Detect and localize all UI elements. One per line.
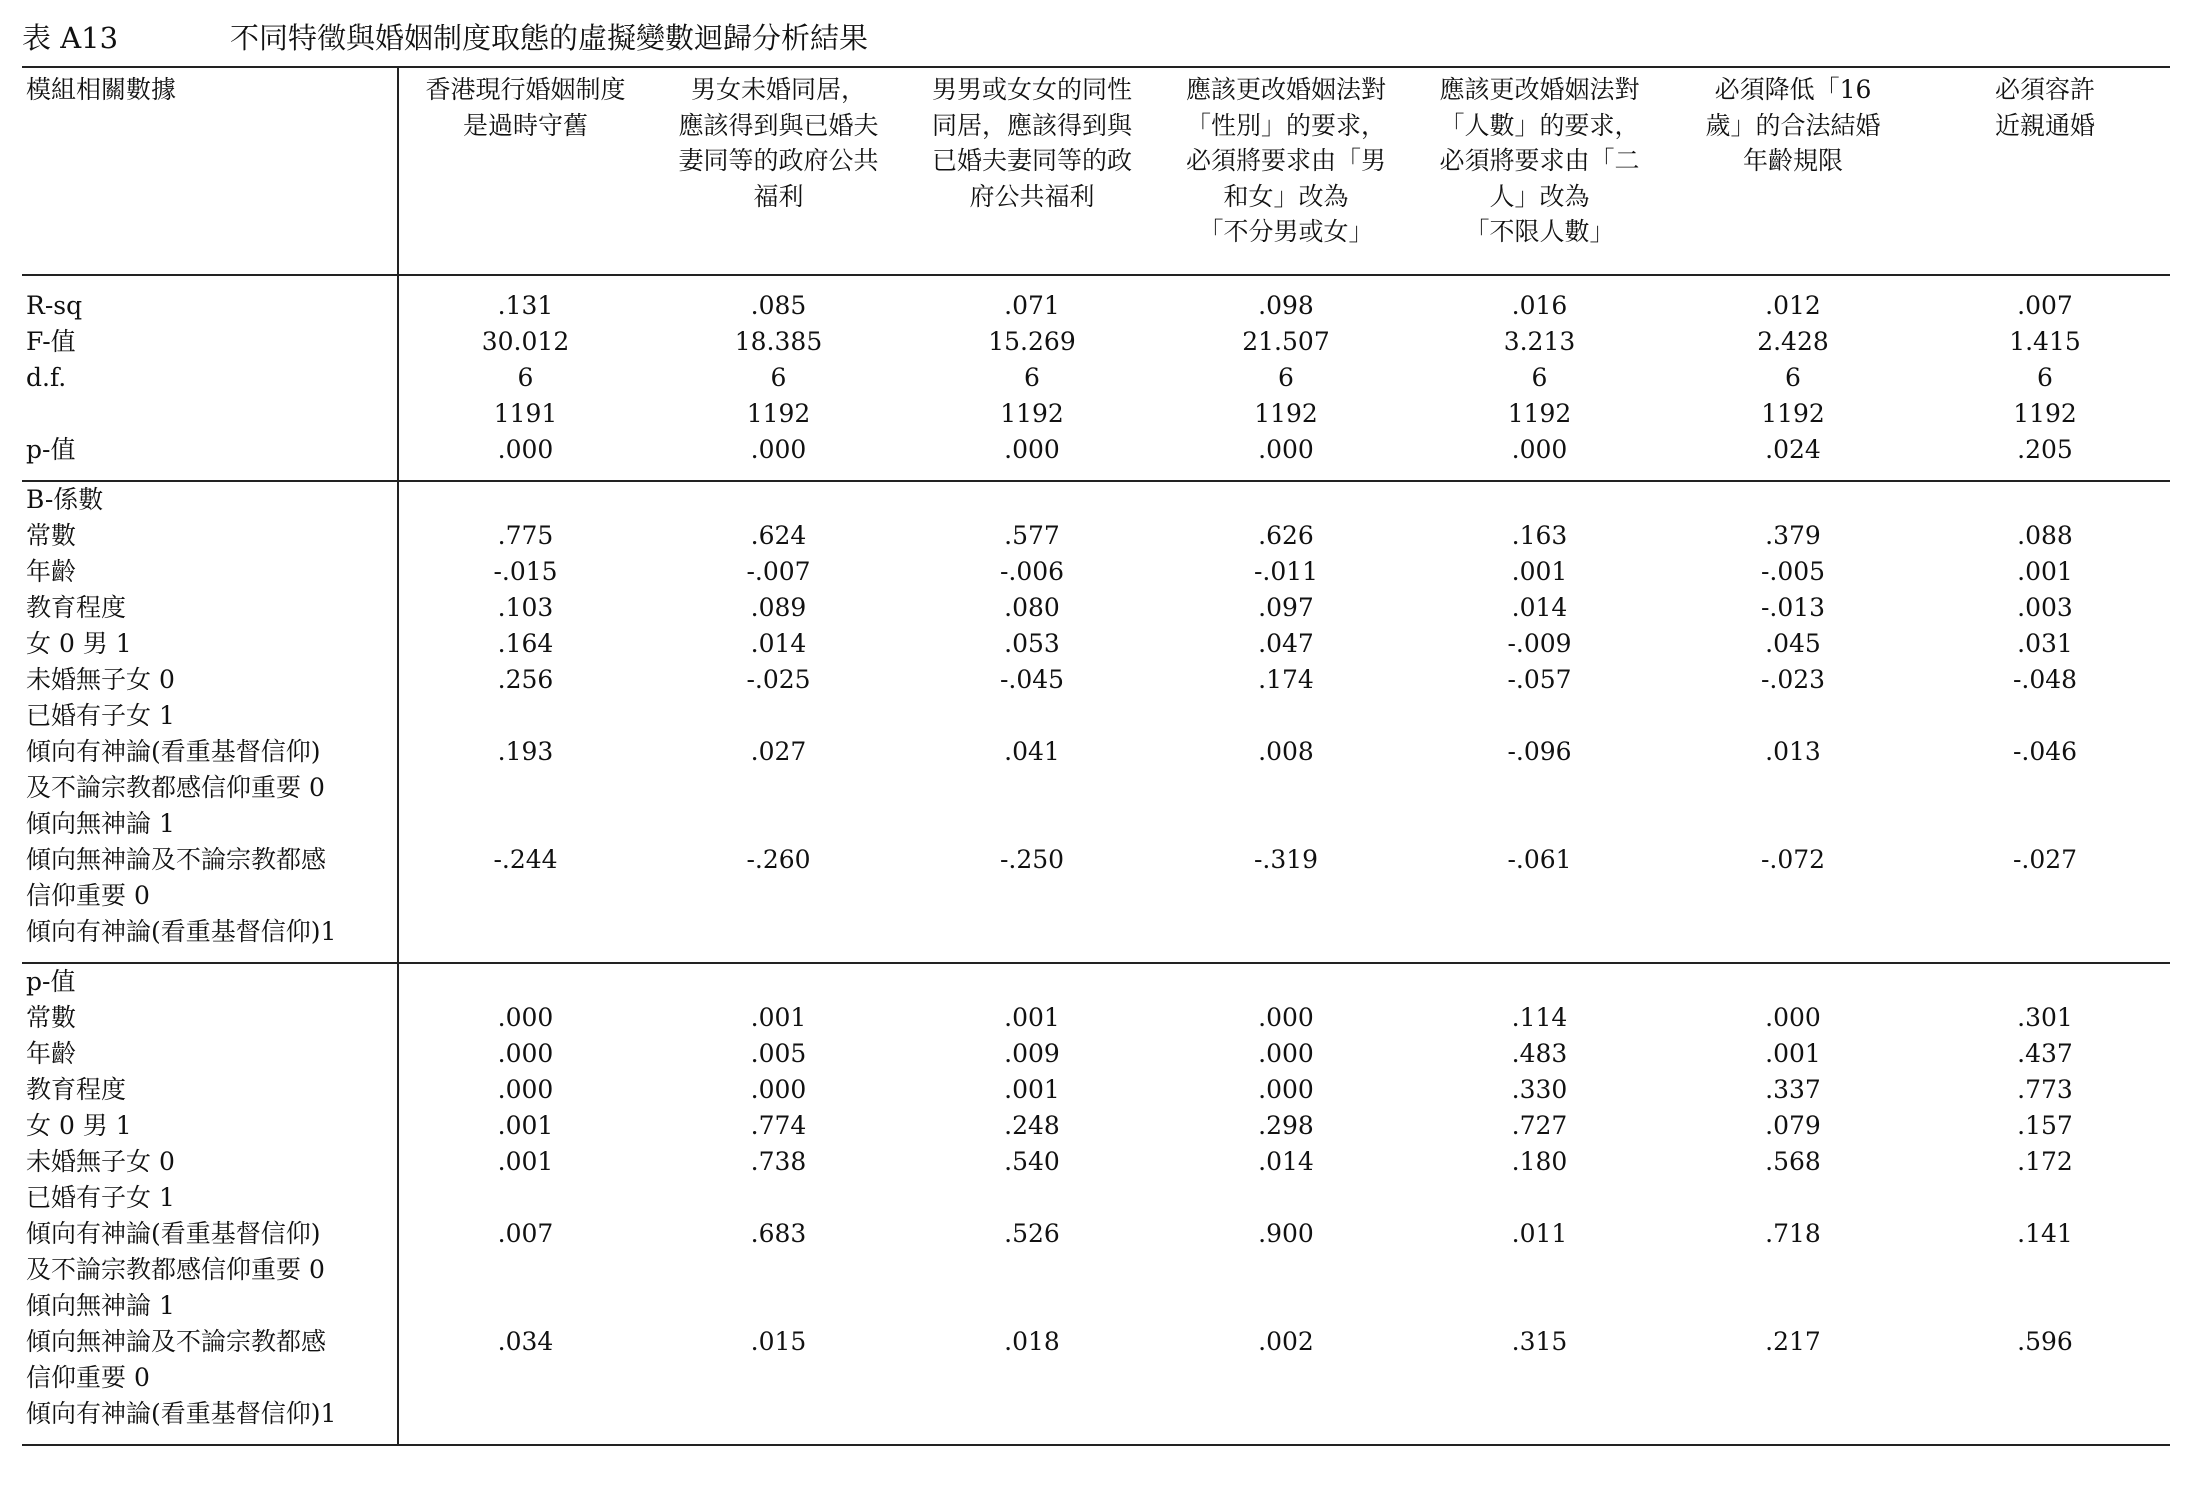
value-cell: .483 (1511, 1039, 1568, 1068)
value-cell: .141 (2017, 1219, 2073, 1248)
value-cell: -.048 (2012, 665, 2078, 694)
table-title (22, 18, 868, 58)
value-cell: .041 (1004, 737, 1060, 766)
row-label: F-值 (22, 324, 398, 360)
table-row (22, 396, 2170, 432)
empty-cell (1413, 963, 1666, 1000)
value-cell: .624 (750, 521, 807, 550)
value-cell: .097 (1258, 593, 1314, 622)
empty-cell (905, 963, 1159, 1000)
value-cell: .027 (750, 737, 807, 766)
value-cell: .577 (1004, 521, 1060, 550)
value-cell: .683 (750, 1219, 807, 1248)
value-cell: -.061 (1507, 845, 1572, 874)
value-cell: .000 (1258, 1003, 1314, 1032)
value-cell: -.006 (999, 557, 1065, 586)
col-header-outdated: 香港現行婚姻制度 是過時守舊 (398, 67, 652, 275)
value-cell: -.023 (1760, 665, 1826, 694)
value-cell: .080 (1004, 593, 1060, 622)
value-cell: .011 (1511, 1219, 1568, 1248)
value-cell: .047 (1258, 629, 1314, 658)
value-cell: .014 (750, 629, 807, 658)
value-cell: .103 (497, 593, 554, 622)
value-cell: -.027 (2012, 845, 2078, 874)
row-label: d.f. (22, 360, 398, 396)
value-cell: .009 (1004, 1039, 1060, 1068)
regression-table (22, 66, 2170, 1446)
col-header-kin-marriage: 必須容許 近親通婚 (1920, 67, 2170, 275)
value-cell: .114 (1511, 1003, 1568, 1032)
value-cell: .526 (1004, 1219, 1060, 1248)
table-row (22, 288, 2170, 324)
table-row (22, 626, 2170, 662)
value-cell: 6 (1278, 363, 1294, 392)
empty-cell (1920, 963, 2170, 1000)
value-cell: -.013 (1760, 593, 1826, 622)
empty-cell (652, 963, 905, 1000)
value-cell: .164 (497, 629, 554, 658)
value-cell: .337 (1765, 1075, 1821, 1104)
table-row (22, 1108, 2170, 1144)
row-label: 傾向無神論及不論宗教都感 信仰重要 0 傾向有神論(看重基督信仰)1 (22, 1324, 398, 1432)
table-row (22, 590, 2170, 626)
value-cell: -.007 (746, 557, 811, 586)
value-cell: .379 (1765, 521, 1821, 550)
row-label: 傾向無神論及不論宗教都感 信仰重要 0 傾向有神論(看重基督信仰)1 (22, 842, 398, 950)
row-label: 教育程度 (22, 590, 398, 626)
value-cell: .205 (2017, 435, 2073, 464)
value-cell: -.260 (746, 845, 811, 874)
value-cell: 1192 (1507, 399, 1572, 428)
value-cell: .773 (2017, 1075, 2073, 1104)
value-cell: .005 (750, 1039, 807, 1068)
value-cell: -.005 (1760, 557, 1826, 586)
value-cell: 1192 (1254, 399, 1318, 428)
value-cell: .157 (2017, 1111, 2073, 1140)
col-header-cohabit-benefits: 男女未婚同居， 應該得到與已婚夫 妻同等的政府公共 福利 (652, 67, 905, 275)
value-cell: .315 (1511, 1327, 1568, 1356)
value-cell: 1192 (746, 399, 811, 428)
table-row (22, 734, 2170, 842)
value-cell: .001 (497, 1111, 554, 1140)
col-header-number-law: 應該更改婚姻法對 「人數」的要求， 必須將要求由「二 人」改為 「不限人數」 (1413, 67, 1666, 275)
value-cell: 30.012 (481, 327, 570, 356)
value-cell: .012 (1765, 291, 1821, 320)
row-label: 未婚無子女 0 已婚有子女 1 (22, 662, 398, 734)
value-cell: .089 (750, 593, 807, 622)
value-cell: .248 (1004, 1111, 1060, 1140)
section-heading: B-係數 (22, 481, 398, 518)
table-row (22, 360, 2170, 396)
col-header-age-limit: 必須降低「16 歲」的合法結婚 年齡規限 (1666, 67, 1920, 275)
value-cell: -.011 (1253, 557, 1319, 586)
row-label: 年齡 (22, 554, 398, 590)
row-label: 女 0 男 1 (22, 1108, 398, 1144)
row-label: 未婚無子女 0 已婚有子女 1 (22, 1144, 398, 1216)
value-cell: .003 (2017, 593, 2073, 622)
value-cell: .131 (497, 291, 554, 320)
value-cell: .256 (497, 665, 554, 694)
value-cell: -.015 (493, 557, 558, 586)
value-cell: .596 (2017, 1327, 2073, 1356)
value-cell: .000 (497, 1075, 554, 1104)
value-cell: .001 (2017, 557, 2073, 586)
value-cell: .000 (497, 1039, 554, 1068)
value-cell: .217 (1765, 1327, 1821, 1356)
value-cell: .172 (2017, 1147, 2073, 1176)
value-cell: 6 (517, 363, 534, 392)
value-cell: 2.428 (1757, 327, 1829, 356)
row-label: p-值 (22, 432, 398, 468)
section-spacer (22, 1432, 2170, 1445)
table-row (22, 554, 2170, 590)
value-cell: .002 (1258, 1327, 1314, 1356)
value-cell: .085 (750, 291, 807, 320)
value-cell: .016 (1511, 291, 1568, 320)
value-cell: .540 (1004, 1147, 1060, 1176)
b-section-heading (22, 481, 2170, 518)
table-row (22, 518, 2170, 554)
value-cell: .000 (1004, 435, 1060, 464)
value-cell: 1192 (2013, 399, 2077, 428)
section-heading: p-值 (22, 963, 398, 1000)
section-spacer (22, 950, 2170, 963)
value-cell: .900 (1258, 1219, 1314, 1248)
value-cell: 1191 (493, 399, 558, 428)
value-cell: 6 (2037, 363, 2053, 392)
value-cell: .000 (1258, 1039, 1314, 1068)
value-cell: .015 (750, 1327, 807, 1356)
value-cell: 3.213 (1503, 327, 1576, 356)
value-cell: .079 (1765, 1111, 1821, 1140)
table-row (22, 1000, 2170, 1036)
value-cell: .007 (497, 1219, 554, 1248)
value-cell: .014 (1258, 1147, 1314, 1176)
value-cell: .001 (1004, 1003, 1060, 1032)
row-label: 教育程度 (22, 1072, 398, 1108)
table-row (22, 662, 2170, 734)
value-cell: .000 (497, 1003, 554, 1032)
table-number: 表 A13 (22, 21, 119, 55)
value-cell: .000 (750, 435, 807, 464)
value-cell: .001 (1511, 557, 1568, 586)
value-cell: .031 (2017, 629, 2073, 658)
value-cell: .018 (1004, 1327, 1060, 1356)
value-cell: -.072 (1760, 845, 1826, 874)
table-row (22, 842, 2170, 950)
empty-cell (652, 481, 905, 518)
row-label: 年齡 (22, 1036, 398, 1072)
col-header-samesex-benefits: 男男或女女的同性 同居，應該得到與 已婚夫妻同等的政 府公共福利 (905, 67, 1159, 275)
value-cell: -.244 (493, 845, 558, 874)
value-cell: 21.507 (1242, 327, 1330, 356)
value-cell: -.025 (746, 665, 811, 694)
empty-cell (398, 481, 652, 518)
value-cell: .001 (497, 1147, 554, 1176)
value-cell: .180 (1511, 1147, 1568, 1176)
value-cell: -.009 (1507, 629, 1572, 658)
col-header-label: 模組相關數據 (22, 67, 398, 275)
value-cell: .727 (1511, 1111, 1568, 1140)
value-cell: .000 (497, 435, 554, 464)
value-cell: 1.415 (2009, 327, 2081, 356)
table-row (22, 432, 2170, 468)
value-cell: .001 (750, 1003, 807, 1032)
value-cell: .045 (1765, 629, 1821, 658)
value-cell: .330 (1511, 1075, 1568, 1104)
value-cell: 6 (1024, 363, 1040, 392)
row-label: R-sq (22, 288, 398, 324)
empty-cell (1159, 481, 1413, 518)
value-cell: -.319 (1253, 845, 1319, 874)
row-label: 常數 (22, 518, 398, 554)
value-cell: .298 (1258, 1111, 1314, 1140)
value-cell: .013 (1765, 737, 1821, 766)
value-cell: .775 (497, 521, 554, 550)
value-cell: .738 (750, 1147, 807, 1176)
table-row (22, 1216, 2170, 1324)
table-caption: 不同特徵與婚姻制度取態的虛擬變數迴歸分析結果 (230, 21, 869, 55)
empty-cell (1920, 481, 2170, 518)
value-cell: .001 (1004, 1075, 1060, 1104)
value-cell: -.057 (1507, 665, 1572, 694)
value-cell: .024 (1765, 435, 1821, 464)
value-cell: .098 (1258, 291, 1314, 320)
section-spacer (22, 468, 2170, 481)
value-cell: .000 (1258, 1075, 1314, 1104)
value-cell: 1192 (1761, 399, 1825, 428)
value-cell: 6 (1785, 363, 1801, 392)
row-label (22, 396, 398, 432)
value-cell: 6 (770, 363, 787, 392)
value-cell: .626 (1258, 521, 1314, 550)
col-header-gender-law: 應該更改婚姻法對 「性別」的要求， 必須將要求由「男 和女」改為 「不分男或女」 (1159, 67, 1413, 275)
p-section-heading (22, 963, 2170, 1000)
value-cell: .007 (2017, 291, 2073, 320)
value-cell: .193 (497, 737, 554, 766)
row-label: 傾向有神論(看重基督信仰) 及不論宗教都感信仰重要 0 傾向無神論 1 (22, 734, 398, 842)
value-cell: .088 (2017, 521, 2073, 550)
table-row (22, 1036, 2170, 1072)
empty-cell (905, 481, 1159, 518)
row-label: 常數 (22, 1000, 398, 1036)
value-cell: 1192 (1000, 399, 1064, 428)
value-cell: -.250 (999, 845, 1065, 874)
empty-cell (398, 963, 652, 1000)
value-cell: .174 (1258, 665, 1314, 694)
value-cell: 15.269 (988, 327, 1076, 356)
value-cell: .008 (1258, 737, 1314, 766)
value-cell: -.046 (2012, 737, 2078, 766)
value-cell: .053 (1004, 629, 1060, 658)
table-row (22, 1072, 2170, 1108)
value-cell: 6 (1531, 363, 1548, 392)
value-cell: -.045 (999, 665, 1065, 694)
empty-cell (1666, 963, 1920, 1000)
value-cell: .071 (1004, 291, 1060, 320)
value-cell: .000 (1258, 435, 1314, 464)
value-cell: -.096 (1507, 737, 1572, 766)
value-cell: .014 (1511, 593, 1568, 622)
empty-cell (1413, 481, 1666, 518)
value-cell: .000 (1765, 1003, 1821, 1032)
value-cell: .000 (1511, 435, 1568, 464)
value-cell: .000 (750, 1075, 807, 1104)
empty-cell (1666, 481, 1920, 518)
value-cell: .774 (750, 1111, 807, 1140)
table-row (22, 324, 2170, 360)
value-cell: .437 (2017, 1039, 2073, 1068)
value-cell: .718 (1765, 1219, 1821, 1248)
section-spacer (22, 275, 2170, 288)
value-cell: .568 (1765, 1147, 1821, 1176)
value-cell: .301 (2017, 1003, 2073, 1032)
empty-cell (1159, 963, 1413, 1000)
value-cell: .163 (1511, 521, 1568, 550)
header-row (22, 67, 2170, 275)
value-cell: 18.385 (734, 327, 823, 356)
row-label: 傾向有神論(看重基督信仰) 及不論宗教都感信仰重要 0 傾向無神論 1 (22, 1216, 398, 1324)
value-cell: .001 (1765, 1039, 1821, 1068)
row-label: 女 0 男 1 (22, 626, 398, 662)
value-cell: .034 (497, 1327, 554, 1356)
table-row (22, 1144, 2170, 1216)
table-row (22, 1324, 2170, 1432)
